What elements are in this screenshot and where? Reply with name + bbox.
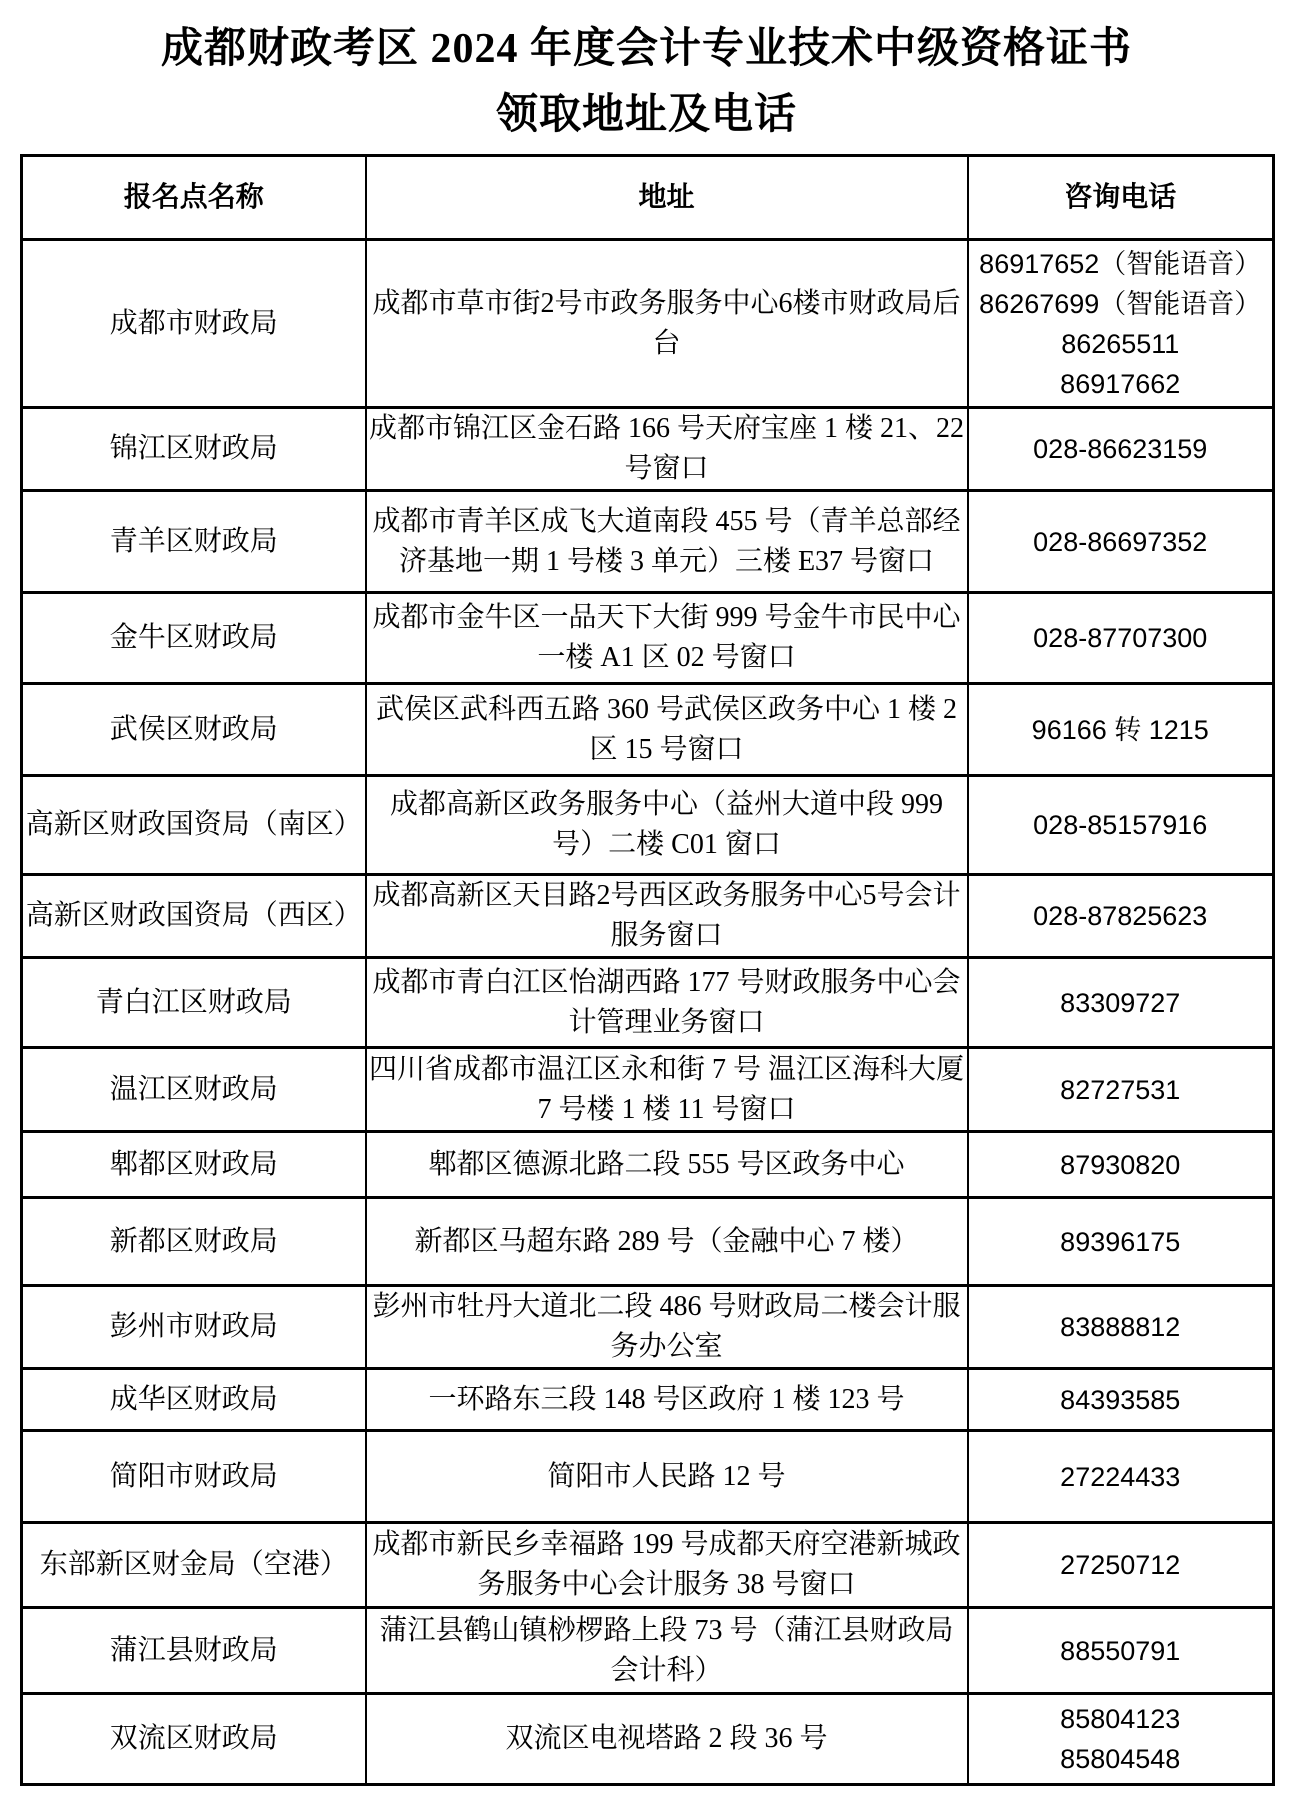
registration-point-name: 简阳市财政局 — [109, 1460, 278, 1492]
table-row — [22, 875, 1274, 958]
table-row — [22, 1608, 1274, 1694]
table-row — [22, 240, 1274, 408]
phone-cell — [968, 491, 1274, 593]
phone-cell — [968, 875, 1274, 958]
phone-number: 86917652（智能语音） — [979, 248, 1262, 279]
registration-point-name: 武侯区财政局 — [109, 713, 278, 745]
registration-point-cell — [22, 491, 366, 593]
registration-point-cell — [22, 408, 366, 491]
table-row — [22, 776, 1274, 875]
phone-number: 96166 转 1215 — [1031, 714, 1209, 745]
address-cell — [366, 1523, 968, 1608]
address-cell — [366, 240, 968, 408]
phone-cell — [968, 1132, 1274, 1198]
registration-point-name: 青白江区财政局 — [95, 986, 292, 1018]
registration-point-cell — [22, 1286, 366, 1369]
phone-cell — [968, 1431, 1274, 1523]
table-row — [22, 1286, 1274, 1369]
address-text: 成都市金牛区一品天下大街 999 号金牛市民中心一楼 A1 区 02 号窗口 — [372, 602, 961, 673]
address-text: 简阳市人民路 12 号 — [547, 1460, 786, 1492]
phone-number: 028-85157916 — [1033, 810, 1208, 840]
registration-point-cell — [22, 776, 366, 875]
phone-number: 028-87825623 — [1033, 901, 1208, 931]
registration-point-name: 高新区财政国资局（西区） — [25, 900, 362, 931]
page-title — [0, 0, 1293, 148]
phone-cell — [968, 593, 1274, 684]
address-cell — [366, 1198, 968, 1286]
registration-point-cell — [22, 1608, 366, 1694]
registration-point-cell — [22, 875, 366, 958]
address-text: 成都高新区天目路2号西区政务服务中心5号会计服务窗口 — [372, 880, 961, 951]
registration-point-cell — [22, 1694, 366, 1785]
address-cell — [366, 593, 968, 684]
registration-point-name: 新都区财政局 — [109, 1225, 278, 1257]
registration-point-cell — [22, 1431, 366, 1523]
phone-cell — [968, 958, 1274, 1048]
table-row — [22, 408, 1274, 491]
address-cell — [366, 1431, 968, 1523]
address-cell — [366, 1369, 968, 1431]
phone-number: 028-86697352 — [1033, 526, 1208, 557]
address-text: 成都高新区政务服务中心（益州大道中段 999 号）二楼 C01 窗口 — [389, 789, 943, 860]
phone-number: 83888812 — [1060, 1312, 1181, 1342]
registration-point-cell — [22, 958, 366, 1048]
address-cell — [366, 1608, 968, 1694]
header-registration-point-name: 报名点名称 — [22, 156, 366, 240]
page-title-line-1: 成都财政考区 2024 年度会计专业技术中级资格证书 — [160, 26, 1132, 72]
phone-number: 83309727 — [1060, 987, 1181, 1018]
phone-cell — [968, 408, 1274, 491]
phone-number: 85804123 — [1060, 1704, 1181, 1734]
phone-cell — [968, 776, 1274, 875]
registration-point-name: 东部新区财金局（空港） — [39, 1549, 348, 1580]
phone-cell — [968, 1369, 1274, 1431]
phone-number: 27224433 — [1060, 1461, 1181, 1492]
address-text: 成都市草市街2号市政务服务中心6楼市财政局后台 — [372, 287, 961, 359]
table-row — [22, 1694, 1274, 1785]
phone-number: 86267699（智能语音） — [979, 288, 1262, 319]
address-text: 成都市锦江区金石路 166 号天府宝座 1 楼 21、22 号窗口 — [368, 413, 964, 484]
registration-point-name: 双流区财政局 — [109, 1723, 278, 1754]
phone-cell — [968, 1694, 1274, 1785]
phone-cell — [968, 1048, 1274, 1132]
registration-point-cell — [22, 240, 366, 408]
registration-point-cell — [22, 1523, 366, 1608]
phone-cell — [968, 1523, 1274, 1608]
address-text: 成都市青白江区怡湖西路 177 号财政服务中心会计管理业务窗口 — [372, 966, 961, 1038]
table-row — [22, 1132, 1274, 1198]
table-row — [22, 684, 1274, 776]
page-title-line-2: 领取地址及电话 — [495, 92, 797, 138]
address-cell — [366, 1132, 968, 1198]
phone-number: 87930820 — [1060, 1149, 1181, 1180]
table-row — [22, 958, 1274, 1048]
phone-number: 84393585 — [1060, 1384, 1181, 1415]
address-cell — [366, 684, 968, 776]
registration-point-name: 青羊区财政局 — [109, 525, 278, 557]
registration-point-name: 金牛区财政局 — [109, 622, 278, 653]
address-text: 蒲江县鹤山镇桫椤路上段 73 号（蒲江县财政局会计科） — [379, 1614, 954, 1686]
registration-point-name: 锦江区财政局 — [109, 433, 278, 464]
table-row — [22, 593, 1274, 684]
table-row — [22, 1431, 1274, 1523]
address-cell — [366, 1048, 968, 1132]
phone-number: 86917662 — [1060, 368, 1181, 399]
pickup-locations-table — [20, 154, 1275, 1786]
header-address: 地址 — [366, 156, 968, 240]
address-text: 新都区马超东路 289 号（金融中心 7 楼） — [414, 1225, 919, 1257]
address-cell — [366, 491, 968, 593]
registration-point-cell — [22, 1132, 366, 1198]
table-header-row — [22, 156, 1274, 240]
phone-number: 89396175 — [1060, 1226, 1181, 1257]
address-text: 武侯区武科西五路 360 号武侯区政务中心 1 楼 2 区 15 号窗口 — [375, 693, 957, 765]
table-row — [22, 1369, 1274, 1431]
address-cell — [366, 875, 968, 958]
address-text: 双流区电视塔路 2 段 36 号 — [505, 1723, 828, 1754]
phone-number: 82727531 — [1060, 1074, 1181, 1105]
phone-cell — [968, 1286, 1274, 1369]
address-cell — [366, 408, 968, 491]
table-row — [22, 1198, 1274, 1286]
table-body — [22, 240, 1274, 1785]
registration-point-name: 郫都区财政局 — [109, 1148, 278, 1180]
address-text: 彭州市牡丹大道北二段 486 号财政局二楼会计服务办公室 — [372, 1291, 961, 1362]
header-phone: 咨询电话 — [968, 156, 1274, 240]
registration-point-name: 蒲江县财政局 — [109, 1634, 278, 1666]
address-text: 成都市新民乡幸福路 199 号成都天府空港新城政务服务中心会计服务 38 号窗口 — [372, 1529, 961, 1600]
address-text: 郫都区德源北路二段 555 号区政务中心 — [428, 1148, 905, 1180]
address-text: 一环路东三段 148 号区政府 1 楼 123 号 — [428, 1383, 905, 1415]
phone-number: 85804548 — [1060, 1744, 1181, 1774]
registration-point-name: 高新区财政国资局（南区） — [25, 809, 362, 840]
registration-point-cell — [22, 1369, 366, 1431]
phone-number: 028-87707300 — [1033, 623, 1208, 653]
address-text: 成都市青羊区成飞大道南段 455 号（青羊总部经济基地一期 1 号楼 3 单元）三楼 E37 号窗口 — [372, 505, 961, 577]
registration-point-cell — [22, 1198, 366, 1286]
address-cell — [366, 776, 968, 875]
phone-cell — [968, 1608, 1274, 1694]
registration-point-name: 成都市财政局 — [109, 307, 278, 339]
registration-point-name: 彭州市财政局 — [109, 1311, 278, 1342]
phone-number: 27250712 — [1060, 1550, 1181, 1580]
table-row — [22, 491, 1274, 593]
phone-cell — [968, 1198, 1274, 1286]
phone-cell — [968, 684, 1274, 776]
phone-number: 86265511 — [1061, 328, 1180, 359]
table-row — [22, 1048, 1274, 1132]
phone-number: 028-86623159 — [1033, 434, 1208, 464]
registration-point-cell — [22, 684, 366, 776]
phone-cell — [968, 240, 1274, 408]
address-cell — [366, 958, 968, 1048]
table-row — [22, 1523, 1274, 1608]
registration-point-cell — [22, 593, 366, 684]
registration-point-name: 成华区财政局 — [109, 1383, 278, 1415]
registration-point-cell — [22, 1048, 366, 1132]
phone-number: 88550791 — [1060, 1635, 1181, 1666]
registration-point-name: 温江区财政局 — [109, 1073, 278, 1105]
address-cell — [366, 1286, 968, 1369]
address-text: 四川省成都市温江区永和街 7 号 温江区海科大厦 7 号楼 1 楼 11 号窗口 — [368, 1053, 964, 1125]
address-cell — [366, 1694, 968, 1785]
